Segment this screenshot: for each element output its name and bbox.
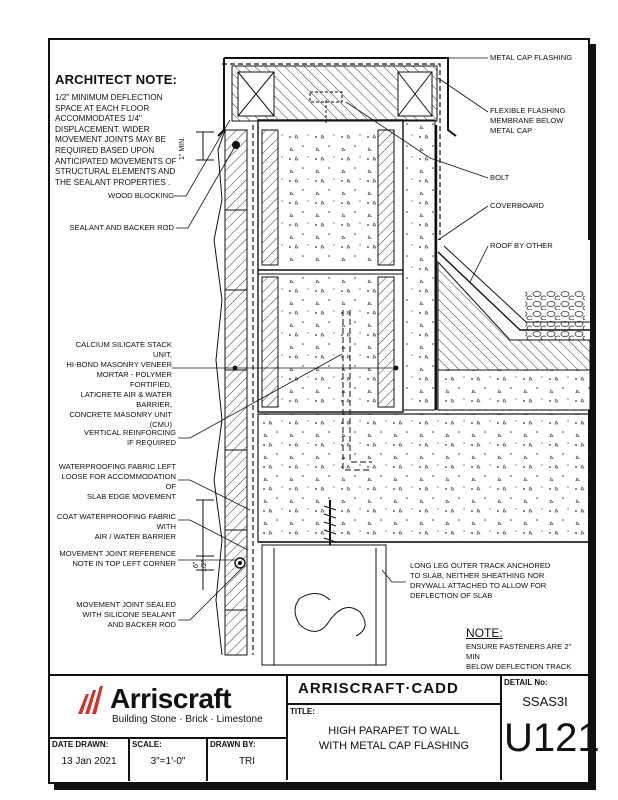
stone-veneer	[214, 130, 247, 655]
label-vertical-reinforcing: VERTICAL REINFORCING IF REQUIRED	[84, 428, 176, 447]
deflection-track	[262, 545, 386, 665]
dim-half: 1/2"	[201, 559, 208, 572]
label-waterproofing-loose: WATERPROOFING FABRIC LEFT LOOSE FOR ACCOMMODATION OF SLAB EDGE MOVEMENT	[58, 462, 176, 501]
company-tagline: Building Stone · Brick · Limestone	[112, 714, 263, 725]
date-label: DATE DRAWN:	[52, 740, 109, 749]
detail-label: DETAIL No:	[504, 678, 548, 687]
label-bolt: BOLT	[490, 173, 510, 182]
label-roof: ROOF BY OTHER	[490, 241, 553, 250]
title-divider-1	[286, 676, 288, 780]
label-flexible-flashing: FLEXIBLE FLASHING MEMBRANE BELOW METAL CAP	[490, 106, 566, 135]
drawn-by-value: TRI	[238, 756, 256, 767]
dimension-marks	[196, 132, 214, 590]
title-divider-4	[48, 737, 286, 739]
label-movement-joint-sealed: MOVEMENT JOINT SEALED WITH SILICONE SEALANT AND BACKER ROD	[76, 600, 176, 629]
title-divider-2	[500, 676, 502, 780]
label-deflection-track: LONG LEG OUTER TRACK ANCHORED TO SLAB, NEITHER SHEATHING NOR DRYWALL ATTACHED TO ALLOW FOR DEFLECTION OF SLAB	[410, 561, 551, 600]
dim-one-min: 1" MIN.	[179, 136, 186, 160]
drawing-title: HIGH PARAPET TO WALL WITH METAL CAP FLASHING	[318, 725, 470, 752]
detail-code: SSAS3I	[522, 694, 568, 709]
coverboard	[403, 120, 436, 410]
label-coat-waterproofing: COAT WATERPROOFING FABRIC WITH AIR / WATER BARRIER	[56, 512, 176, 541]
note2-body: ENSURE FASTENERS ARE 2" MIN BELOW DEFLECTION TRACK	[466, 642, 572, 671]
label-metal-cap: METAL CAP FLASHING	[490, 53, 573, 62]
label-calcium-silicate: CALCIUM SILICATE STACK UNIT, HI-BOND MASONRY VENEER MORTAR - POLYMER FORTIFIED, LATICRETE AIR & WATER BARRIER, CONCRETE MASONRY UNIT (CMU)	[66, 340, 172, 429]
architect-note-heading: ARCHITECT NOTE:	[55, 72, 178, 87]
scale-value: 3"=1'-0"	[150, 756, 186, 767]
date-value: 13 Jan 2021	[61, 756, 117, 767]
company-name: Arriscraft	[110, 683, 232, 714]
detail-number: U121	[504, 716, 600, 760]
label-wood-blocking: WOOD BLOCKING	[108, 191, 174, 200]
title-label: TITLE:	[290, 707, 315, 716]
label-coverboard: COVERBOARD	[490, 201, 545, 210]
dim-six: 6"	[193, 561, 200, 568]
scale-label: SCALE:	[132, 740, 162, 749]
roof-assembly	[438, 240, 590, 410]
title-divider-6	[206, 737, 208, 781]
note2-heading: NOTE:	[466, 626, 503, 640]
concrete-slab	[258, 414, 590, 542]
cadd-heading: ARRISCRAFT·CADD	[298, 680, 459, 697]
drawn-by-label: DRAWN BY:	[210, 740, 256, 749]
label-sealant-backer: SEALANT AND BACKER ROD	[69, 223, 174, 232]
title-divider-3	[286, 703, 500, 705]
title-divider-5	[128, 737, 130, 781]
label-movement-joint-ref: MOVEMENT JOINT REFERENCE NOTE IN TOP LEFT CORNER	[59, 549, 176, 568]
arriscraft-logo-icon	[76, 686, 108, 716]
architect-note-body: 1/2" MINIMUM DEFLECTION SPACE AT EACH FLOOR ACCOMMODATES 1/4" DISPLACEMENT. WIDER MOVEMENT JOINTS MAY BE REQUIRED BASED UPON ANTICIPATED MOVEMENTS OF STRUCTURAL ELEMENTS AND THE SEALANT PROPERTIES .	[55, 93, 177, 187]
